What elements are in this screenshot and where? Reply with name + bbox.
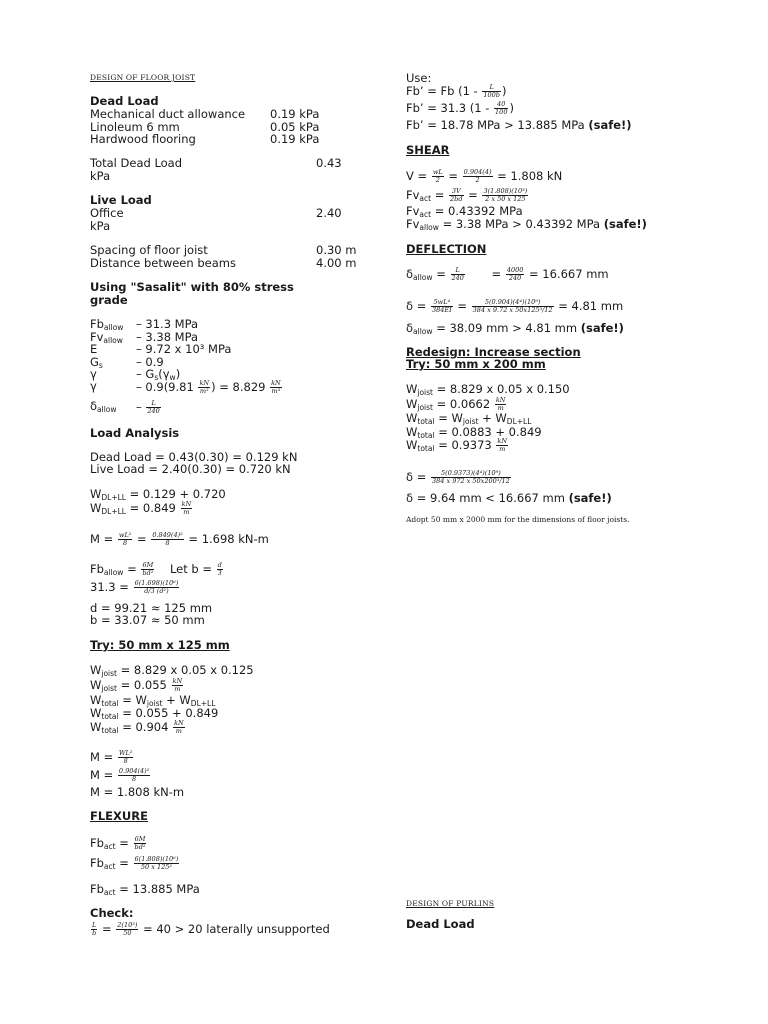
- live-load-heading: Live Load: [90, 193, 152, 207]
- purlins-title: DESIGN OF PURLINS: [406, 899, 495, 908]
- delta-result: δ = 9.64 mm < 16.667 mm (safe!): [406, 491, 612, 505]
- using-heading-cont: grade: [90, 293, 128, 307]
- live-load-unit: kPa: [90, 219, 111, 233]
- prop-delta: $\delta_{allow}$: [90, 399, 117, 414]
- redesign-heading: Redesign: Increase section: [406, 345, 581, 359]
- dead-load-item: Mechanical duct allowance: [90, 107, 246, 121]
- moment-result: M = 1.808 kN-m: [90, 785, 185, 799]
- prop-delta-value: – $\frac{L}{240}$: [136, 399, 160, 415]
- fb-act-result: $Fb_{act} = 13.885$ MPa: [90, 882, 200, 897]
- d-result: d = 99.21 ≈ 125 mm: [90, 601, 213, 615]
- fv-allow-result: $Fv_{allow} = 3.38$ MPa > 0.43392 MPa (safe!): [406, 217, 647, 232]
- delta-line: δ = $\frac{\text{5wL⁴}}{384EI}$ = $\frac{\text{5(0.904)(4⁴)(10⁹)}}{\text{384 x 9.72 x 50x125³/12}}$ = 4.81 mm: [406, 298, 624, 314]
- wdl-line: $W_{DL+LL} = 0.129 + 0.720$: [90, 487, 226, 502]
- fb-allow-line: $Fb_{allow}$ = $\frac{6M}{\text{bd²}}$ Let b = $\frac{d}{3}$: [90, 561, 222, 577]
- wtotal-line: $W_{total} = 0.055 + 0.849$: [90, 706, 219, 721]
- moment-line: M = $\frac{\text{wL²}}{8}$ = $\frac{\text{0.849(4)²}}{8}$ = 1.698 kN-m: [90, 531, 269, 547]
- dead-load-calc: Dead Load = 0.43(0.30) = 0.129 kN: [90, 450, 298, 464]
- prop-e: E: [90, 342, 98, 356]
- dead-load-item: Hardwood flooring: [90, 132, 196, 146]
- wjoist-line: $W_{joist} = 0.055$ $\frac{kN}{m}$: [90, 677, 183, 693]
- fv-act-result: $Fv_{act} = 0.43392$ MPa: [406, 204, 523, 219]
- fv-act-line: $Fv_{act}$ = $\frac{3V}{2bd}$ = $\frac{\text{3(1.808)(10³)}}{2 x 50 x 125}$: [406, 187, 528, 203]
- delta-line: δ = $\frac{\text{5(0.9373)(4⁴)(10⁹)}}{\text{384 x 972 x 50x200³/12}}$: [406, 469, 510, 485]
- live-load-calc: Live Load = 2.40(0.30) = 0.720 kN: [90, 462, 291, 476]
- total-dead-load-value: 0.43: [316, 156, 342, 170]
- wdl-line: $W_{DL+LL} = 0.849$ $\frac{kN}{m}$: [90, 500, 192, 516]
- dead-load-value: 0.19 kPa: [270, 107, 320, 121]
- total-dead-load-label: Total Dead Load: [90, 156, 183, 170]
- prop-gamma2: γ: [90, 379, 97, 393]
- fb-act-line: $Fb_{act}$ = $\frac{6M}{\text{bd²}}$: [90, 835, 146, 851]
- wtotal-line: $W_{total} = 0.904$ $\frac{kN}{m}$: [90, 719, 184, 735]
- try2-heading: Try: 50 mm x 200 mm: [406, 357, 546, 371]
- prop-fb-value: – 31.3 MPa: [136, 317, 199, 331]
- live-load-label: Office: [90, 206, 124, 220]
- purlins-dead-load-heading: Dead Load: [406, 917, 475, 931]
- wtotal-line: $W_{total} = 0.9373$ $\frac{kN}{m}$: [406, 437, 508, 453]
- fb-act-line: $Fb_{act}$ = $\frac{\text{6(1.808)(10⁶)}}{\text{50 x 125²}}$: [90, 855, 179, 871]
- dead-load-value: 0.05 kPa: [270, 120, 320, 134]
- fb-prime-line: Fb’ = Fb (1 - $\frac{L}{100b}$ ): [406, 83, 507, 99]
- check-line: $\frac{L}{b}$ = $\frac{\text{2(10³)}}{50}$ = 40 > 20 laterally unsupported: [92, 921, 330, 937]
- spacing-label: Spacing of floor joist: [90, 243, 208, 257]
- flexure-heading: FLEXURE: [90, 809, 148, 823]
- prop-fv-value: – 3.38 MPa: [136, 330, 199, 344]
- total-dead-load-unit: kPa: [90, 169, 111, 183]
- spacing-value: 0.30 m: [316, 243, 357, 257]
- prop-fv: $Fv_{allow}$: [90, 330, 123, 345]
- prop-e-value: – 9.72 x 10³ MPa: [136, 342, 232, 356]
- check-heading: Check:: [90, 906, 134, 920]
- eq-313: 31.3 = $\frac{\text{6(1.698)(10⁶)}}{\text{d/3 (d²)}}$: [90, 579, 179, 595]
- fb-prime-line: Fb’ = 31.3 (1 - $\frac{40}{100}$ ): [406, 100, 514, 116]
- use-label: Use:: [406, 71, 432, 85]
- moment-eq: M = $\frac{\text{WL²}}{8}$: [90, 749, 133, 765]
- v-line: V = $\frac{wL}{2}$ = $\frac{0.904(4)}{2}$ = 1.808 kN: [406, 168, 563, 184]
- adopt-note: Adopt 50 mm x 2000 mm for the dimensions of floor joists.: [406, 515, 630, 524]
- prop-gs: $G_s$: [90, 355, 103, 370]
- doc-title: DESIGN OF FLOOR JOIST: [90, 73, 196, 82]
- try1-heading: Try: 50 mm x 125 mm: [90, 638, 230, 652]
- wjoist-line: $W_{joist} = 8.829$ x 0.05 x 0.125: [90, 663, 254, 678]
- prop-gamma: γ: [90, 367, 97, 381]
- wtotal-line: $W_{total} = W_{joist} + W_{DL+LL}$: [406, 411, 532, 426]
- dead-load-heading: Dead Load: [90, 94, 159, 108]
- fb-prime-result: Fb’ = 18.78 MPa > 13.885 MPa (safe!): [406, 118, 632, 132]
- wtotal-line: $W_{total} = 0.0883 + 0.849$: [406, 425, 542, 440]
- prop-fb: $Fb_{allow}$: [90, 317, 124, 332]
- load-analysis-heading: Load Analysis: [90, 426, 180, 440]
- prop-gamma-value: – $G_s(\gamma_w)$: [136, 367, 181, 382]
- dead-load-value: 0.19 kPa: [270, 132, 320, 146]
- prop-gamma2-value: – 0.9(9.81 $\frac{kN}{\text{m²}}$ ) = 8.829 $\frac{kN}{\text{m³}}$: [136, 379, 281, 395]
- delta-allow-line: $\delta_{allow}$ = $\frac{L}{240}$ = $\frac{4000}{240}$ = 16.667 mm: [406, 266, 609, 282]
- spacing-label: Distance between beams: [90, 256, 236, 270]
- prop-gs-value: – 0.9: [136, 355, 164, 369]
- wjoist-line: $W_{joist} = 0.0662$ $\frac{kN}{m}$: [406, 396, 506, 412]
- delta-allow-result: $\delta_{allow} = 38.09$ mm > 4.81 mm (safe!): [406, 321, 624, 336]
- wtotal-line: $W_{total} = W_{joist} + W_{DL+LL}$: [90, 693, 216, 708]
- shear-heading: SHEAR: [406, 143, 450, 157]
- moment-eq: M = $\frac{\text{0.904(4)²}}{8}$: [90, 767, 150, 783]
- b-result: b = 33.07 ≈ 50 mm: [90, 613, 205, 627]
- dead-load-item: Linoleum 6 mm: [90, 120, 180, 134]
- deflection-heading: DEFLECTION: [406, 242, 487, 256]
- wjoist-line: $W_{joist} = 8.829$ x 0.05 x 0.150: [406, 382, 570, 397]
- live-load-value: 2.40: [316, 206, 342, 220]
- using-heading: Using "Sasalit" with 80% stress: [90, 280, 294, 294]
- spacing-value: 4.00 m: [316, 256, 357, 270]
